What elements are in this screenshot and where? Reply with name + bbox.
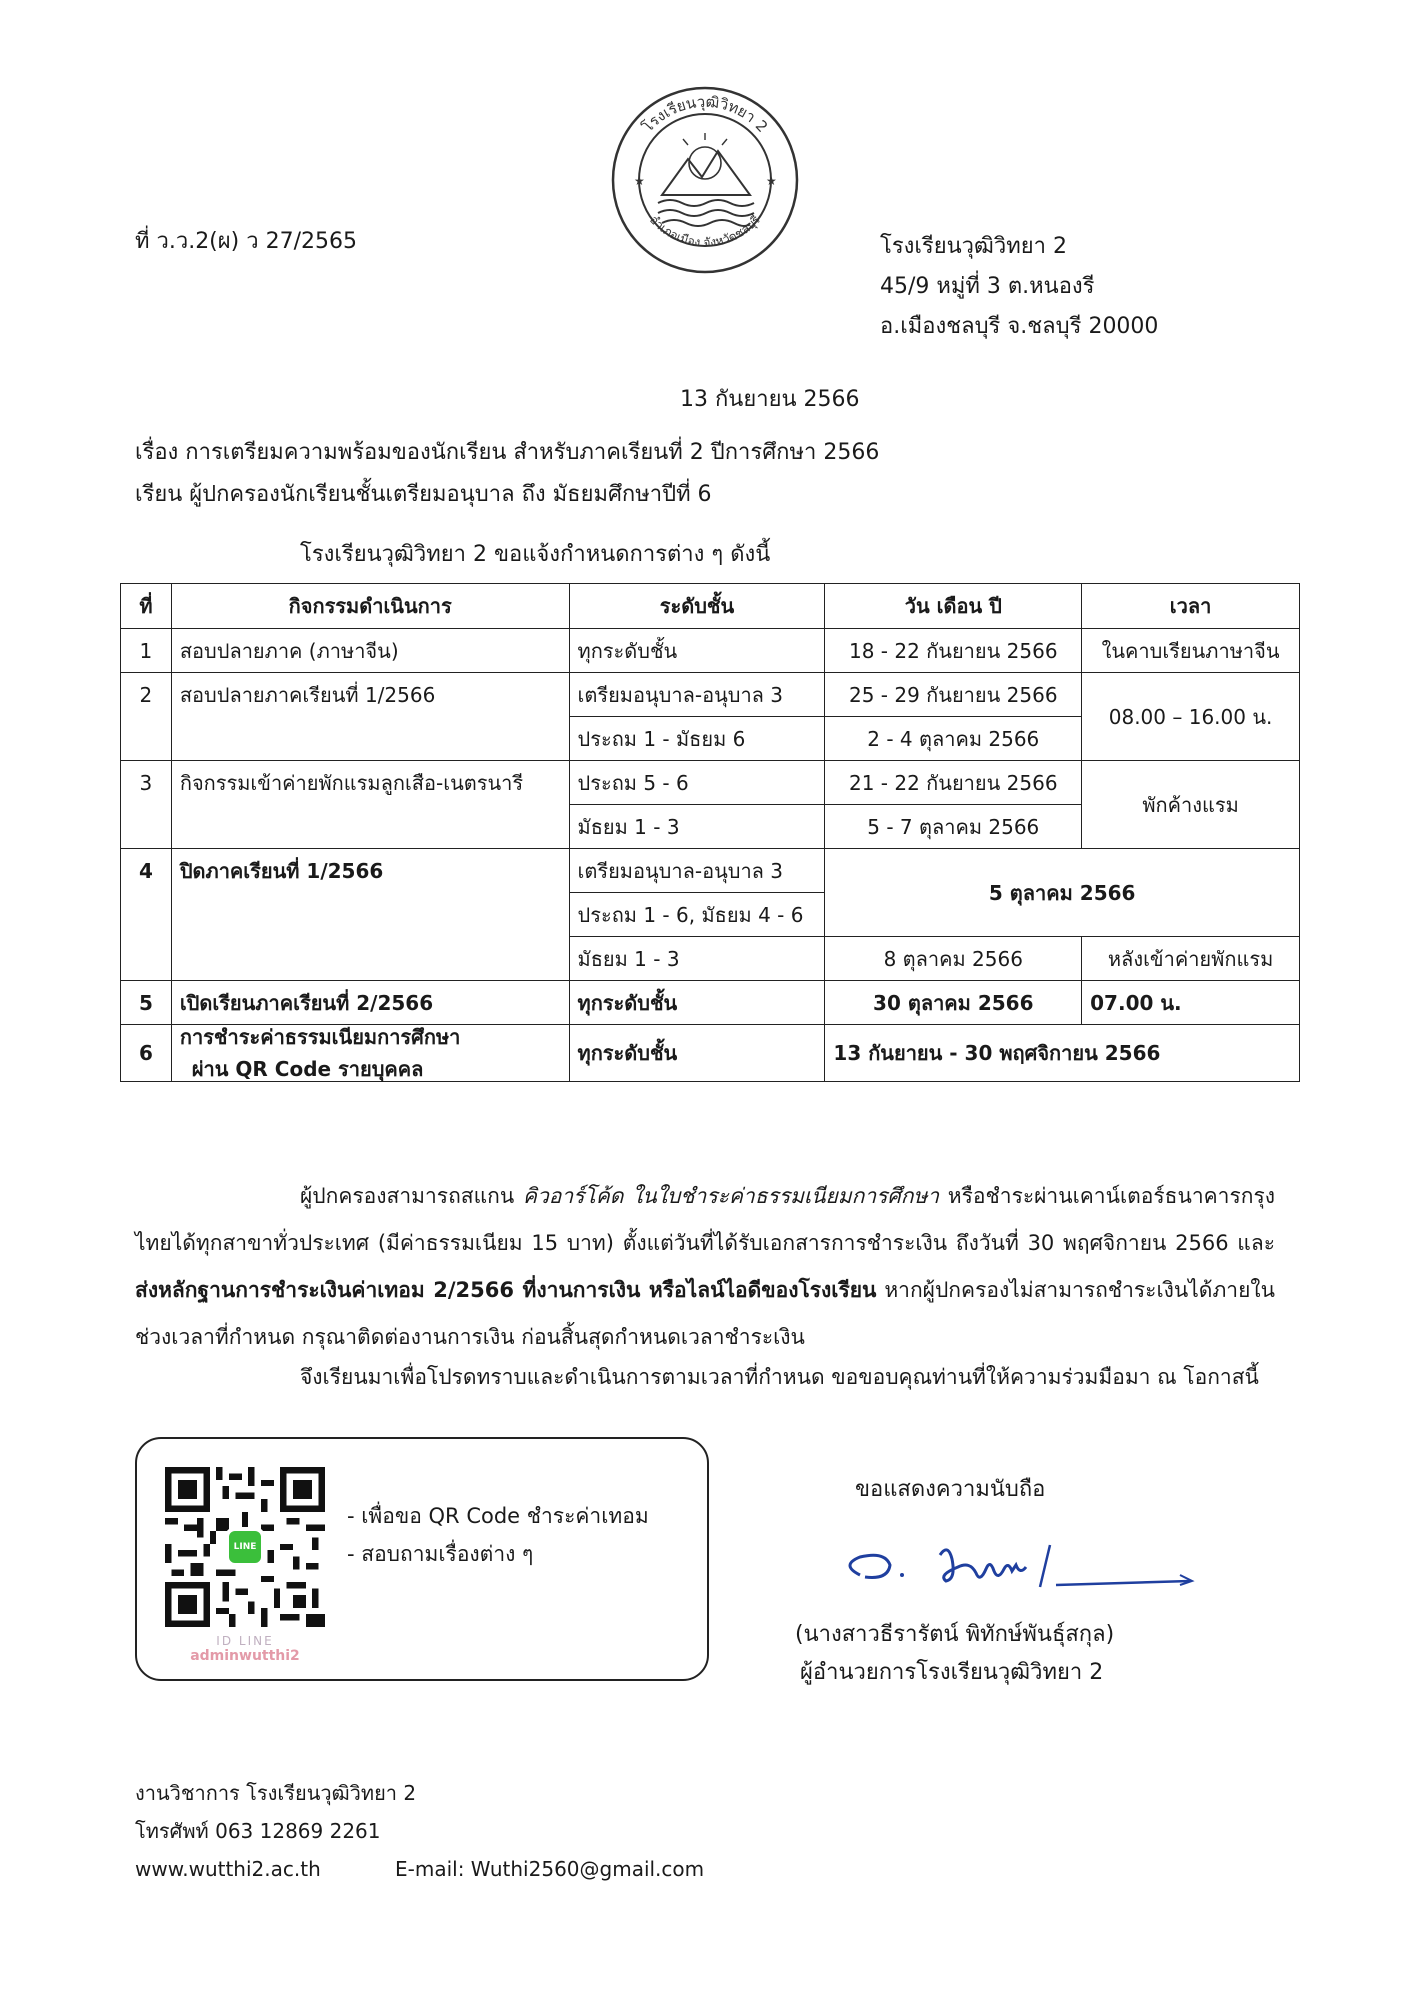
para-text-e: หากผู้ปกครองไม่สามารถชำระเงินได้ภายในช่วงเวลาที่กำหนด กรุณาติดต่องานการเงิน ก่อนสิ้นสุดกำหนดเวลาชำระเงิน: [135, 1278, 1275, 1349]
row-level: ทุกระดับชั้น: [569, 629, 825, 673]
svg-text:อำเภอเมือง จังหวัดชลบุรี: [647, 212, 763, 249]
regards-text: ขอแสดงความนับถือ: [855, 1477, 1046, 1502]
signer-name: (นางสาวธีรารัตน์ พิทักษ์พันธุ์สกุล): [795, 1622, 1115, 1647]
header-time: เวลา: [1082, 584, 1300, 629]
qr-purpose-1: - เพื่อขอ QR Code ชำระค่าเทอม: [347, 1504, 649, 1528]
line-contact-box: [135, 1437, 709, 1681]
table-row: [121, 629, 1300, 673]
table-header-row: [121, 584, 1300, 629]
letter-recipient: เรียน ผู้ปกครองนักเรียนชั้นเตรียมอนุบาล ถึง มัธยมศึกษาปีที่ 6: [135, 482, 712, 507]
row-time: พักค้างแรม: [1082, 761, 1300, 849]
row-date: 2 - 4 ตุลาคม 2566: [825, 717, 1082, 761]
school-seal: [610, 85, 800, 275]
line-logo-text: LINE: [233, 1542, 257, 1552]
line-id[interactable]: adminwutthi2: [190, 1648, 300, 1664]
para-text-a: ผู้ปกครองสามารถสแกน: [300, 1184, 523, 1208]
signer-title: ผู้อำนวยการโรงเรียนวุฒิวิทยา 2: [800, 1660, 1104, 1685]
row-number: 1: [121, 629, 172, 673]
row-activity: สอบปลายภาค (ภาษาจีน): [171, 629, 569, 673]
table-row: [121, 761, 1300, 805]
para-text-bold: ส่งหลักฐานการชำระเงินค่าเทอม 2/2566 ที่งานการเงิน หรือไลน์ไอดีของโรงเรียน: [135, 1278, 877, 1302]
line-app-icon: [225, 1527, 265, 1567]
row-date: 8 ตุลาคม 2566: [825, 937, 1082, 981]
row-time: 07.00 น.: [1082, 981, 1300, 1025]
row-level: มัธยม 1 - 3: [569, 937, 825, 981]
seal-top-text: โรงเรียนวุฒิวิทยา 2: [638, 92, 772, 136]
closing-line: จึงเรียนมาเพื่อโปรดทราบและดำเนินการตามเวลาที่กำหนด ขอขอบคุณท่านที่ให้ความร่วมมือมา ณ โอกาสนี้: [300, 1365, 1259, 1389]
row-activity: สอบปลายภาคเรียนที่ 1/2566: [171, 673, 569, 761]
address-line-1: 45/9 หมู่ที่ 3 ต.หนองรี: [880, 274, 1095, 299]
table-row: [121, 849, 1300, 893]
para-text-italic: คิวอาร์โค้ด ในใบชำระค่าธรรมเนียมการศึกษา: [522, 1184, 940, 1208]
footer-email[interactable]: E-mail: Wuthi2560@gmail.com: [395, 1857, 705, 1881]
payment-paragraph: [135, 1173, 1275, 1361]
row-time: หลังเข้าค่ายพักแรม: [1082, 937, 1300, 981]
signature: [830, 1525, 1210, 1605]
svg-text:★: ★: [766, 174, 777, 188]
table-row: [121, 981, 1300, 1025]
row-level: ทุกระดับชั้น: [569, 1025, 825, 1082]
school-name: โรงเรียนวุฒิวิทยา 2: [880, 234, 1067, 259]
row-number: 3: [121, 761, 172, 849]
row-date: 13 กันยายน - 30 พฤศจิกายน 2566: [825, 1025, 1300, 1082]
header-date: วัน เดือน ปี: [825, 584, 1082, 629]
header-no: ที่: [121, 584, 172, 629]
para-text-c: หรือชำระผ่านเคาน์เตอร์ธนาคารกรุงไทยได้ทุกสาขาทั่วประเทศ (มีค่าธรรมเนียม 15 บาท) ตั้งแต่วันที่ได้รับเอกสารการชำระเงิน ถึงวันที่ 30 พฤศจิกายน 2566 และ: [135, 1184, 1275, 1255]
address-line-2: อ.เมืองชลบุรี จ.ชลบุรี 20000: [880, 314, 1159, 339]
footer-phone: โทรศัพท์ 063 12869 2261: [135, 1819, 381, 1843]
row-number: 4: [121, 849, 172, 981]
row-activity: ปิดภาคเรียนที่ 1/2566: [171, 849, 569, 981]
row-level: เตรียมอนุบาล-อนุบาล 3: [569, 673, 825, 717]
row-level: ทุกระดับชั้น: [569, 981, 825, 1025]
row-time: ในคาบเรียนภาษาจีน: [1082, 629, 1300, 673]
line-id-caption: ID LINE: [216, 1634, 274, 1648]
schedule-table: [120, 583, 1300, 1082]
intro-line: โรงเรียนวุฒิวิทยา 2 ขอแจ้งกำหนดการต่าง ๆ ดังนี้: [300, 542, 771, 567]
row-activity: [171, 1025, 569, 1082]
row-level: ประถม 5 - 6: [569, 761, 825, 805]
row-number: 2: [121, 673, 172, 761]
row-date: 5 - 7 ตุลาคม 2566: [825, 805, 1082, 849]
footer-department: งานวิชาการ โรงเรียนวุฒิวิทยา 2: [135, 1781, 417, 1805]
row-number: 5: [121, 981, 172, 1025]
school-address: [880, 227, 1158, 347]
row-number: 6: [121, 1025, 172, 1082]
letter-date: 13 กันยายน 2566: [680, 387, 860, 412]
row-activity-line-2: ผ่าน QR Code รายบุคคล: [191, 1057, 424, 1081]
table-row: [121, 1025, 1300, 1082]
row-date: 21 - 22 กันยายน 2566: [825, 761, 1082, 805]
row-activity-line-1: การชำระค่าธรรมเนียมการศึกษา: [179, 1025, 461, 1049]
header-activity: กิจกรรมดำเนินการ: [171, 584, 569, 629]
document-number: ที่ ว.ว.2(ผ) ว 27/2565: [135, 229, 357, 254]
row-date: 18 - 22 กันยายน 2566: [825, 629, 1082, 673]
row-level: เตรียมอนุบาล-อนุบาล 3: [569, 849, 825, 893]
row-date: 30 ตุลาคม 2566: [825, 981, 1082, 1025]
footer-website[interactable]: www.wutthi2.ac.th: [135, 1857, 321, 1881]
row-date: 25 - 29 กันยายน 2566: [825, 673, 1082, 717]
qr-purpose-2: - สอบถามเรื่องต่าง ๆ: [347, 1542, 534, 1566]
row-activity: กิจกรรมเข้าค่ายพักแรมลูกเสือ-เนตรนารี: [171, 761, 569, 849]
row-activity: เปิดเรียนภาคเรียนที่ 2/2566: [171, 981, 569, 1025]
seal-emblem: [634, 133, 777, 226]
seal-bottom-text: อำเภอเมือง จังหวัดชลบุรี: [646, 212, 763, 250]
header-level: ระดับชั้น: [569, 584, 825, 629]
svg-text:★: ★: [634, 174, 645, 188]
row-level: ประถม 1 - 6, มัธยม 4 - 6: [569, 893, 825, 937]
row-time: 08.00 – 16.00 น.: [1082, 673, 1300, 761]
row-date: 5 ตุลาคม 2566: [825, 849, 1300, 937]
row-level: ประถม 1 - มัธยม 6: [569, 717, 825, 761]
letter-subject: เรื่อง การเตรียมความพร้อมของนักเรียน สำหรับภาคเรียนที่ 2 ปีการศึกษา 2566: [135, 440, 880, 465]
table-row: [121, 673, 1300, 717]
row-level: มัธยม 1 - 3: [569, 805, 825, 849]
